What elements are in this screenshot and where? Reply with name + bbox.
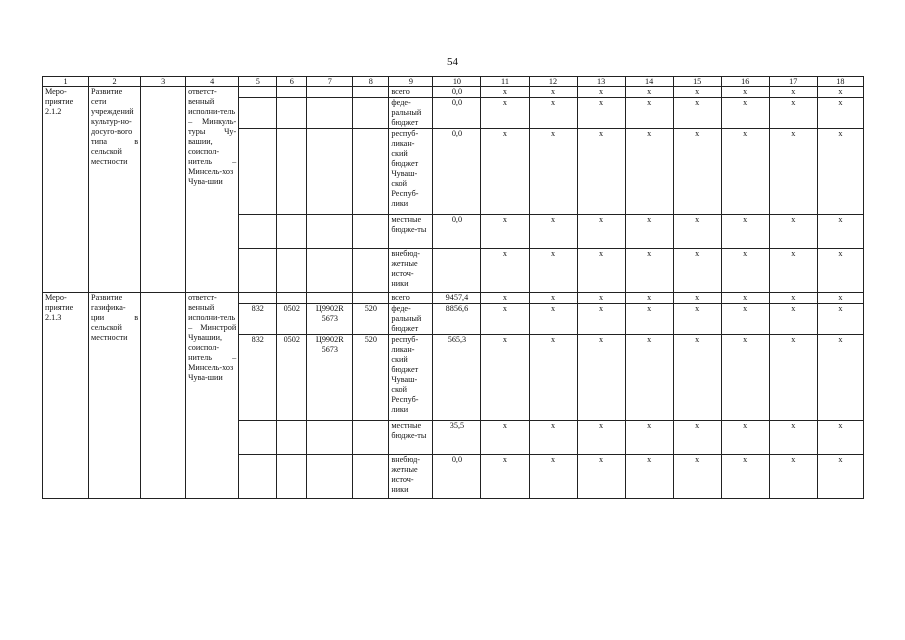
- year-value-18: x: [817, 129, 863, 215]
- table-row: [43, 293, 864, 304]
- year-value-13: x: [577, 335, 625, 421]
- year-value-16: x: [721, 249, 769, 293]
- budget-code-c8: [353, 421, 389, 455]
- column-number-14: 14: [625, 77, 673, 87]
- year-value-16: x: [721, 293, 769, 304]
- budget-code-c6: 0502: [277, 335, 307, 421]
- year-value-15: x: [673, 304, 721, 335]
- budget-code-c8: [353, 129, 389, 215]
- budget-code-c5: 832: [239, 304, 277, 335]
- column-number-11: 11: [481, 77, 529, 87]
- year-value-13: x: [577, 215, 625, 249]
- funding-source: местные бюдже-ты: [389, 215, 433, 249]
- year-value-14: x: [625, 87, 673, 98]
- year-value-12: x: [529, 129, 577, 215]
- budget-code-c6: [277, 215, 307, 249]
- year-value-13: x: [577, 129, 625, 215]
- budget-code-c8: 520: [353, 335, 389, 421]
- year-value-17: x: [769, 87, 817, 98]
- year-value-12: x: [529, 293, 577, 304]
- year-value-15: x: [673, 421, 721, 455]
- year-value-15: x: [673, 293, 721, 304]
- funding-source: местные бюдже-ты: [389, 421, 433, 455]
- amount: [433, 249, 481, 293]
- year-value-14: x: [625, 215, 673, 249]
- column-number-15: 15: [673, 77, 721, 87]
- year-value-16: x: [721, 304, 769, 335]
- year-value-18: x: [817, 98, 863, 129]
- amount: 8856,6: [433, 304, 481, 335]
- column-number-16: 16: [721, 77, 769, 87]
- year-value-16: x: [721, 335, 769, 421]
- year-value-11: x: [481, 129, 529, 215]
- year-value-11: x: [481, 249, 529, 293]
- year-value-16: x: [721, 421, 769, 455]
- column-number-6: 6: [277, 77, 307, 87]
- year-value-12: x: [529, 215, 577, 249]
- budget-code-c6: [277, 249, 307, 293]
- year-value-14: x: [625, 304, 673, 335]
- budget-code-c5: [239, 293, 277, 304]
- budget-code-c8: [353, 249, 389, 293]
- year-value-17: x: [769, 421, 817, 455]
- amount: 0,0: [433, 87, 481, 98]
- budget-code-c5: [239, 249, 277, 293]
- year-value-12: x: [529, 421, 577, 455]
- funding-source: внебюд-жетные источ-ники: [389, 455, 433, 499]
- amount: 0,0: [433, 129, 481, 215]
- year-value-16: x: [721, 129, 769, 215]
- year-value-11: x: [481, 335, 529, 421]
- funding-source: респуб-ликан-ский бюджет Чуваш-ской Респуб-лики: [389, 129, 433, 215]
- amount: 0,0: [433, 215, 481, 249]
- column-number-1: 1: [43, 77, 89, 87]
- year-value-15: x: [673, 249, 721, 293]
- year-value-14: x: [625, 129, 673, 215]
- year-value-18: x: [817, 87, 863, 98]
- budget-code-c6: 0502: [277, 304, 307, 335]
- year-value-17: x: [769, 304, 817, 335]
- funding-source: внебюд-жетные источ-ники: [389, 249, 433, 293]
- amount: 0,0: [433, 98, 481, 129]
- budget-code-c7: [307, 129, 353, 215]
- funding-source: всего: [389, 293, 433, 304]
- budget-code-c8: [353, 215, 389, 249]
- budget-code-c5: [239, 215, 277, 249]
- budget-code-c5: [239, 421, 277, 455]
- column-number-17: 17: [769, 77, 817, 87]
- year-value-13: x: [577, 249, 625, 293]
- column-number-9: 9: [389, 77, 433, 87]
- budget-code-c7: [307, 293, 353, 304]
- activity-name: Меро-приятие 2.1.2: [43, 87, 89, 293]
- budget-code-c6: [277, 129, 307, 215]
- col3-empty: [141, 87, 186, 293]
- budget-code-c7: [307, 249, 353, 293]
- year-value-17: x: [769, 335, 817, 421]
- budget-code-c8: [353, 98, 389, 129]
- year-value-12: x: [529, 87, 577, 98]
- year-value-14: x: [625, 335, 673, 421]
- year-value-14: x: [625, 249, 673, 293]
- year-value-13: x: [577, 455, 625, 499]
- year-value-12: x: [529, 304, 577, 335]
- column-number-7: 7: [307, 77, 353, 87]
- year-value-14: x: [625, 98, 673, 129]
- budget-code-c8: 520: [353, 304, 389, 335]
- budget-code-c7: [307, 455, 353, 499]
- budget-code-c8: [353, 455, 389, 499]
- year-value-11: x: [481, 215, 529, 249]
- column-number-3: 3: [141, 77, 186, 87]
- year-value-12: x: [529, 249, 577, 293]
- year-value-17: x: [769, 455, 817, 499]
- year-value-16: x: [721, 455, 769, 499]
- budget-code-c7: Ц9902R 5673: [307, 335, 353, 421]
- year-value-13: x: [577, 98, 625, 129]
- budget-code-c7: [307, 215, 353, 249]
- year-value-14: x: [625, 455, 673, 499]
- year-value-18: x: [817, 215, 863, 249]
- year-value-16: x: [721, 215, 769, 249]
- year-value-17: x: [769, 129, 817, 215]
- year-value-15: x: [673, 335, 721, 421]
- year-value-18: x: [817, 249, 863, 293]
- year-value-14: x: [625, 293, 673, 304]
- table-row: [43, 87, 864, 98]
- budget-code-c7: [307, 98, 353, 129]
- year-value-13: x: [577, 87, 625, 98]
- year-value-15: x: [673, 129, 721, 215]
- budget-code-c8: [353, 87, 389, 98]
- year-value-18: x: [817, 304, 863, 335]
- year-value-18: x: [817, 335, 863, 421]
- year-value-18: x: [817, 421, 863, 455]
- budget-code-c8: [353, 293, 389, 304]
- column-number-18: 18: [817, 77, 863, 87]
- year-value-15: x: [673, 215, 721, 249]
- year-value-17: x: [769, 249, 817, 293]
- budget-code-c5: [239, 87, 277, 98]
- budget-code-c6: [277, 87, 307, 98]
- activity-executors: ответст-венный исполни-тель – Минкуль-туры Чу-вашии, соиспол-нитель – Минсель-хоз Чува-шии: [186, 87, 239, 293]
- year-value-13: x: [577, 293, 625, 304]
- activity-name: Меро-приятие 2.1.3: [43, 293, 89, 499]
- year-value-11: x: [481, 293, 529, 304]
- year-value-12: x: [529, 98, 577, 129]
- amount: 35,5: [433, 421, 481, 455]
- budget-table: [42, 76, 864, 499]
- activity-description: Развитие газифика-ции в сельской местности: [89, 293, 141, 499]
- column-number-8: 8: [353, 77, 389, 87]
- year-value-16: x: [721, 98, 769, 129]
- column-number-4: 4: [186, 77, 239, 87]
- budget-code-c5: [239, 455, 277, 499]
- budget-code-c6: [277, 455, 307, 499]
- year-value-14: x: [625, 421, 673, 455]
- year-value-15: x: [673, 87, 721, 98]
- year-value-17: x: [769, 215, 817, 249]
- year-value-11: x: [481, 98, 529, 129]
- budget-code-c7: [307, 87, 353, 98]
- funding-source: респуб-ликан-ский бюджет Чуваш-ской Респуб-лики: [389, 335, 433, 421]
- budget-code-c6: [277, 421, 307, 455]
- column-number-13: 13: [577, 77, 625, 87]
- budget-code-c6: [277, 98, 307, 129]
- year-value-13: x: [577, 304, 625, 335]
- budget-code-c5: [239, 129, 277, 215]
- year-value-17: x: [769, 98, 817, 129]
- year-value-16: x: [721, 87, 769, 98]
- year-value-17: x: [769, 293, 817, 304]
- amount: 565,3: [433, 335, 481, 421]
- year-value-15: x: [673, 98, 721, 129]
- funding-source: всего: [389, 87, 433, 98]
- year-value-12: x: [529, 335, 577, 421]
- activity-description: Развитие сети учреждений культур-но-досуго-вого типа в сельской местности: [89, 87, 141, 293]
- page-number: 54: [447, 56, 458, 68]
- budget-code-c5: 832: [239, 335, 277, 421]
- year-value-11: x: [481, 304, 529, 335]
- amount: 9457,4: [433, 293, 481, 304]
- budget-code-c7: [307, 421, 353, 455]
- budget-code-c7: Ц9902R 5673: [307, 304, 353, 335]
- year-value-11: x: [481, 421, 529, 455]
- budget-code-c6: [277, 293, 307, 304]
- activity-executors: ответст-венный исполни-тель – Минстрой Чувашии, соиспол-нитель – Минсель-хоз Чува-шии: [186, 293, 239, 499]
- column-number-2: 2: [89, 77, 141, 87]
- year-value-12: x: [529, 455, 577, 499]
- column-numbers-row: [43, 77, 864, 87]
- funding-source: феде-ральный бюджет: [389, 98, 433, 129]
- amount: 0,0: [433, 455, 481, 499]
- year-value-15: x: [673, 455, 721, 499]
- year-value-13: x: [577, 421, 625, 455]
- column-number-10: 10: [433, 77, 481, 87]
- year-value-18: x: [817, 455, 863, 499]
- col3-empty: [141, 293, 186, 499]
- year-value-11: x: [481, 455, 529, 499]
- budget-code-c5: [239, 98, 277, 129]
- year-value-11: x: [481, 87, 529, 98]
- year-value-18: x: [817, 293, 863, 304]
- column-number-12: 12: [529, 77, 577, 87]
- funding-source: феде-ральный бюджет: [389, 304, 433, 335]
- column-number-5: 5: [239, 77, 277, 87]
